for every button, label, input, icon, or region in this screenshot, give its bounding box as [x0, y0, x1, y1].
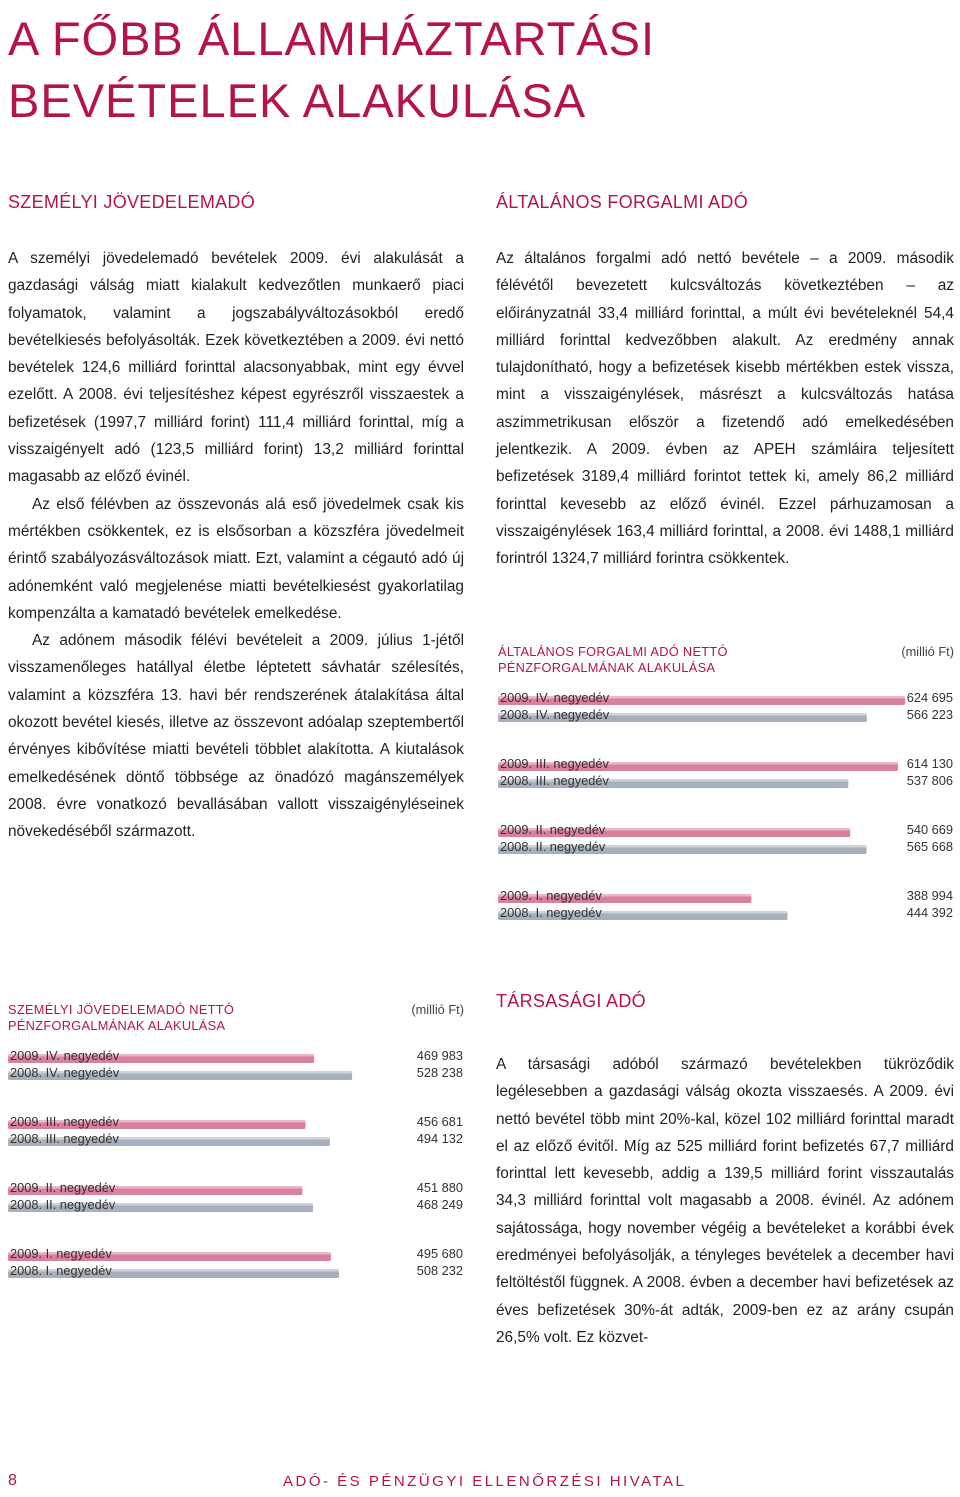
category-label-5: 2008. II. negyedév [500, 839, 606, 854]
page-title-line-2: BEVÉTELEK ALAKULÁSA [8, 74, 587, 127]
footer-organization: ADÓ- ÉS PÉNZÜGYI ELLENŐRZÉSI HIVATAL [283, 1473, 687, 1490]
szja-chart-title [8, 1002, 308, 1034]
value-label-7: 444 392 [906, 905, 953, 920]
page-title-line-1: A FŐBB ÁLLAMHÁZTARTÁSI [8, 12, 656, 65]
szja-paragraph-1: A személyi jövedelemadó bevételek 2009. évi alakulását a gazdasági válság miatt kialakult kedvezőtlen munkaerő piaci folyamatok, valamint a jogszabályváltozásokból eredő bevételkiesés befolyásolták. Ezek következtében a 2009. évi nettó bevételek 124,6 milliárd forinttal alacsonyabbak, mint egy évvel ezelőtt. A 2008. évi teljesítéshez képest egyrészről visszaestek a befizetések (1997,7 milliárd forint) 111,4 milliárd forinttal, míg a visszaigényelt adó (123,5 milliárd forint) 13,2 milliárd forinttal magasabb az előző évinél. [8, 250, 464, 486]
value-label-7: 508 232 [416, 1263, 463, 1278]
szja-chart-title-line-2: PÉNZFORGALMÁNAK ALAKULÁSA [8, 1018, 226, 1033]
szja-paragraph-3: Az adónem második félévi bevételeit a 2009. július 1-jétől visszamenőleges hatállyal életbe léptetett sávhatár szélesítés, valamint a közszféra 13. havi bér rendszerének átalakítása által okozott bevétel kiesés, illetve az összevont adóalap szeptembertől érvényes kibővítése miatti bevételi többlet alakította. A kiutalások emelkedésének döntő többsége az önadózó magánszemélyek 2008. évre vonatkozó bevallásában vallott visszaigényléseinek növekedéséből származott. [8, 632, 464, 841]
afa-chart-header [498, 644, 954, 688]
category-label-4: 2009. II. negyedév [10, 1180, 116, 1195]
value-label-1: 528 238 [416, 1065, 463, 1080]
category-label-0: 2009. IV. negyedév [10, 1048, 120, 1063]
afa-chart-title-line-2: PÉNZFORGALMÁNAK ALAKULÁSA [498, 660, 716, 675]
category-label-7: 2008. I. negyedév [10, 1263, 112, 1278]
afa-chart [498, 644, 954, 938]
afa-chart-title [498, 644, 798, 676]
szja-chart-header [8, 1002, 464, 1046]
category-label-3: 2008. III. negyedév [500, 773, 609, 788]
category-label-6: 2009. I. negyedév [10, 1246, 112, 1261]
page-number: 8 [8, 1472, 17, 1489]
category-label-0: 2009. IV. negyedév [500, 690, 610, 705]
value-label-0: 469 983 [416, 1048, 463, 1063]
szja-body [8, 245, 464, 846]
value-label-0: 624 695 [906, 690, 953, 705]
category-label-4: 2009. II. negyedév [500, 822, 606, 837]
tarsasagi-body [496, 1051, 954, 1351]
value-label-3: 494 132 [416, 1131, 463, 1146]
afa-heading: ÁLTALÁNOS FORGALMI ADÓ [496, 192, 748, 212]
value-label-6: 495 680 [416, 1246, 463, 1261]
tarsasagi-heading: TÁRSASÁGI ADÓ [496, 991, 646, 1011]
value-label-4: 540 669 [906, 822, 953, 837]
page-title [8, 8, 655, 132]
szja-heading: SZEMÉLYI JÖVEDELEMADÓ [8, 192, 256, 212]
category-label-1: 2008. IV. negyedév [500, 707, 610, 722]
category-label-2: 2009. III. negyedév [10, 1114, 119, 1129]
szja-chart [8, 1002, 464, 1296]
afa-chart-unit: (millió Ft) [901, 644, 954, 659]
tarsasagi-paragraph-1: A társasági adóból származó bevételekben tükröződik legélesebben a gazdasági válság okozta visszaesés. A 2009. évi nettó bevétel több mint 20%-kal, közel 102 milliárd forinttal maradt el az előző évitől. Míg az 525 milliárd forint befizetés 67,7 milliárd forinttal lett kevesebb, addig a 139,5 milliárd forint visszautalás 34,3 milliárd forinttal volt magasabb a 2008. évinél. Az adónem sajátossága, hogy november végéig a bevételeket a korábbi évek eredményei befolyásolják, a tényleges bevételek a december havi feltöltéstől függnek. A 2008. évben a december havi befizetések az éves befizetések 30%-át adták, 2009-ben ez az arány csupán 26,5% volt. Ez közvet- [496, 1056, 954, 1346]
category-label-6: 2009. I. negyedév [500, 888, 602, 903]
value-label-3: 537 806 [906, 773, 953, 788]
category-label-1: 2008. IV. negyedév [10, 1065, 120, 1080]
category-label-3: 2008. III. negyedév [10, 1131, 119, 1146]
afa-chart-plot [498, 688, 954, 938]
afa-body [496, 245, 954, 573]
value-label-5: 565 668 [906, 839, 953, 854]
value-label-1: 566 223 [906, 707, 953, 722]
category-label-5: 2008. II. negyedév [10, 1197, 116, 1212]
category-label-7: 2008. I. negyedév [500, 905, 602, 920]
szja-chart-unit: (millió Ft) [411, 1002, 464, 1017]
afa-chart-title-line-1: ÁLTALÁNOS FORGALMI ADÓ NETTÓ [498, 644, 728, 659]
value-label-5: 468 249 [416, 1197, 463, 1212]
szja-paragraph-2: Az első félévben az összevonás alá eső jövedelmek csak kis mértékben csökkentek, ez is elsősorban a közszféra jövedelmeit érintő szabályozásváltozások miatt. Ezt, valamint a cégautó adó új adónemként való megjelenése miatti bevételkiesést gyakorlatilag kompenzálta a kamatadó bevételek emelkedése. [8, 495, 464, 622]
value-label-2: 456 681 [416, 1114, 463, 1129]
value-label-6: 388 994 [906, 888, 953, 903]
szja-chart-title-line-1: SZEMÉLYI JÖVEDELEMADÓ NETTÓ [8, 1002, 235, 1017]
category-label-2: 2009. III. negyedév [500, 756, 609, 771]
afa-paragraph-1: Az általános forgalmi adó nettó bevétele – a 2009. második félévétől bevezetett kulcsváltozás következtében – az előirányzatnál 33,4 milliárd forinttal, a múlt évi bevételeknél 54,4 milliárd forinttal kedvezőbben alakult. Az eredmény annak tulajdonítható, hogy a befizetések kisebb mértékben estek vissza, mint a visszaigénylések, másrészt a kulcsváltozás hatása aszimmetrikusan először a fizetendő adó emelkedésében jelentkezik. A 2009. évben az APEH számláira teljesített befizetések 3189,4 milliárd forintot tettek ki, amely 86,2 milliárd forinttal kevesebb az előző évinél. Ezzel párhuzamosan a visszaigénylések 163,4 milliárd forinttal, a 2008. évi 1488,1 milliárd forintról 1324,7 milliárd forintra csökkentek. [496, 250, 954, 568]
szja-chart-plot [8, 1046, 464, 1296]
value-label-2: 614 130 [906, 756, 953, 771]
value-label-4: 451 880 [416, 1180, 463, 1195]
